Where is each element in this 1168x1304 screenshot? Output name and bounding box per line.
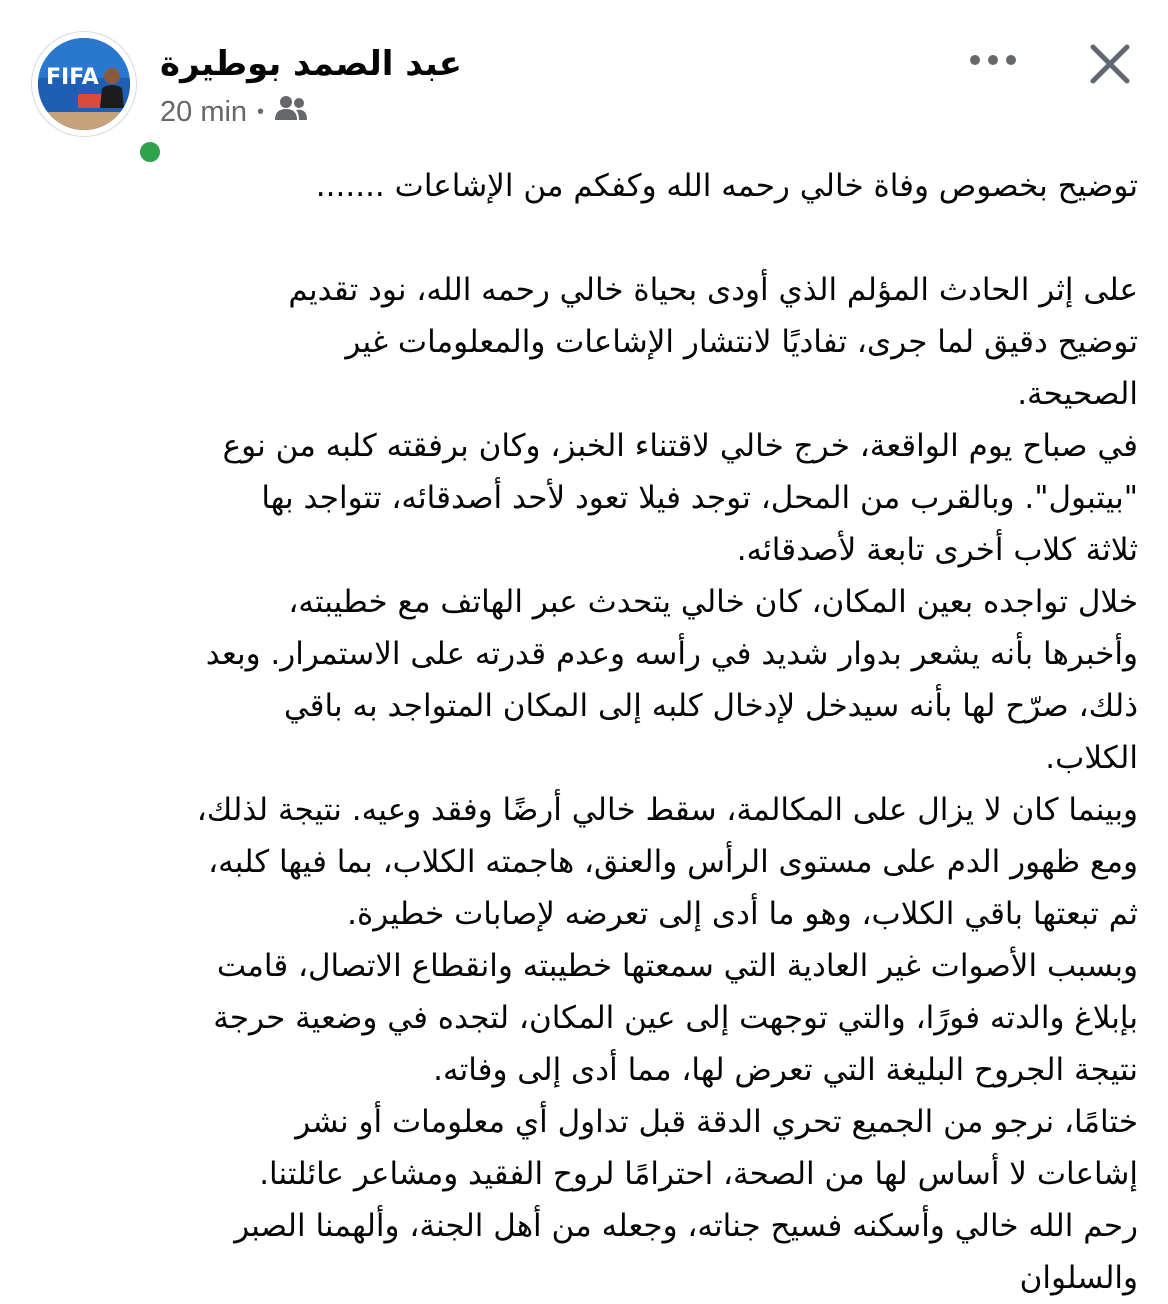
post-line: ذلك، صرّح لها بأنه سيدخل لإدخال كلبه إلى المكان المتواجد به باقي (283, 688, 1138, 724)
post-title-line: توضيح بخصوص وفاة خالي رحمه الله وكفكم من الإشاعات ....... (315, 168, 1138, 204)
post-line: توضيح دقيق لما جرى، تفاديًا لانتشار الإشاعات والمعلومات غير (345, 324, 1138, 360)
author-name[interactable]: عبد الصمد بوطيرة (160, 44, 462, 84)
post-line: الكلاب. (1045, 740, 1138, 776)
post-text (28, 160, 1138, 1304)
author-avatar[interactable] (32, 32, 136, 136)
post-line: بإبلاغ والدته فورًا، والتي توجهت إلى عين المكان، لتجده في وضعية حرجة (213, 1000, 1138, 1036)
post-line: إشاعات لا أساس لها من الصحة، احترامًا لروح الفقيد ومشاعر عائلتنا. (259, 1156, 1138, 1192)
post-line: الصحيحة. (1017, 376, 1138, 412)
post-line: خلال تواجده بعين المكان، كان خالي يتحدث عبر الهاتف مع خطيبته، (288, 584, 1138, 620)
post-line: وبسبب الأصوات غير العادية التي سمعتها خطيبته وانقطاع الاتصال، قامت (216, 948, 1138, 984)
avatar-label: FIFA (46, 65, 99, 90)
post-line: على إثر الحادث المؤلم الذي أودى بحياة خالي رحمه الله، نود تقديم (288, 272, 1138, 308)
post-line: وبينما كان لا يزال على المكالمة، سقط خالي أرضًا وفقد وعيه. نتيجة لذلك، (196, 792, 1138, 828)
meta-separator: • (257, 100, 265, 123)
post-header (0, 0, 1168, 150)
post-line: ثلاثة كلاب أخرى تابعة لأصدقائه. (736, 532, 1138, 568)
post-line: ومع ظهور الدم على مستوى الرأس والعنق، هاجمته الكلاب، بما فيها كلبه، (208, 844, 1138, 880)
post-line: وأخبرها بأنه يشعر بدوار شديد في رأسه وعدم قدرته على الاستمرار. وبعد (205, 636, 1138, 672)
avatar-image (38, 38, 130, 130)
paragraph-spacer (28, 212, 1138, 264)
more-options-button[interactable] (962, 40, 1024, 80)
post-meta (160, 92, 308, 132)
close-icon (1089, 43, 1131, 85)
post-line: ختامًا، نرجو من الجميع تحري الدقة قبل تداول أي معلومات أو نشر (295, 1104, 1138, 1140)
post-line: ثم تبعتها باقي الكلاب، وهو ما أدى إلى تعرضه لإصابات خطيرة. (347, 896, 1138, 932)
post-line: رحم الله خالي وأسكنه فسيح جناته، وجعله من أهل الجنة، وألهمنا الصبر (234, 1208, 1138, 1244)
friends-icon[interactable] (274, 94, 308, 130)
post-timestamp[interactable]: 20 min (160, 95, 248, 128)
post-line: "بيتبول". وبالقرب من المحل، توجد فيلا تعود لأحد أصدقائه، تتواجد بها (261, 480, 1138, 516)
post-line: والسلوان (1019, 1260, 1138, 1296)
avatar-photo-icon (38, 38, 130, 130)
close-button[interactable] (1082, 36, 1138, 92)
post-line: في صباح يوم الواقعة، خرج خالي لاقتناء الخبز، وكان برفقته كلبه من نوع (222, 428, 1138, 464)
post-line: نتيجة الجروح البليغة التي تعرض لها، مما أدى إلى وفاته. (433, 1052, 1138, 1088)
more-options-icon (968, 54, 1018, 66)
